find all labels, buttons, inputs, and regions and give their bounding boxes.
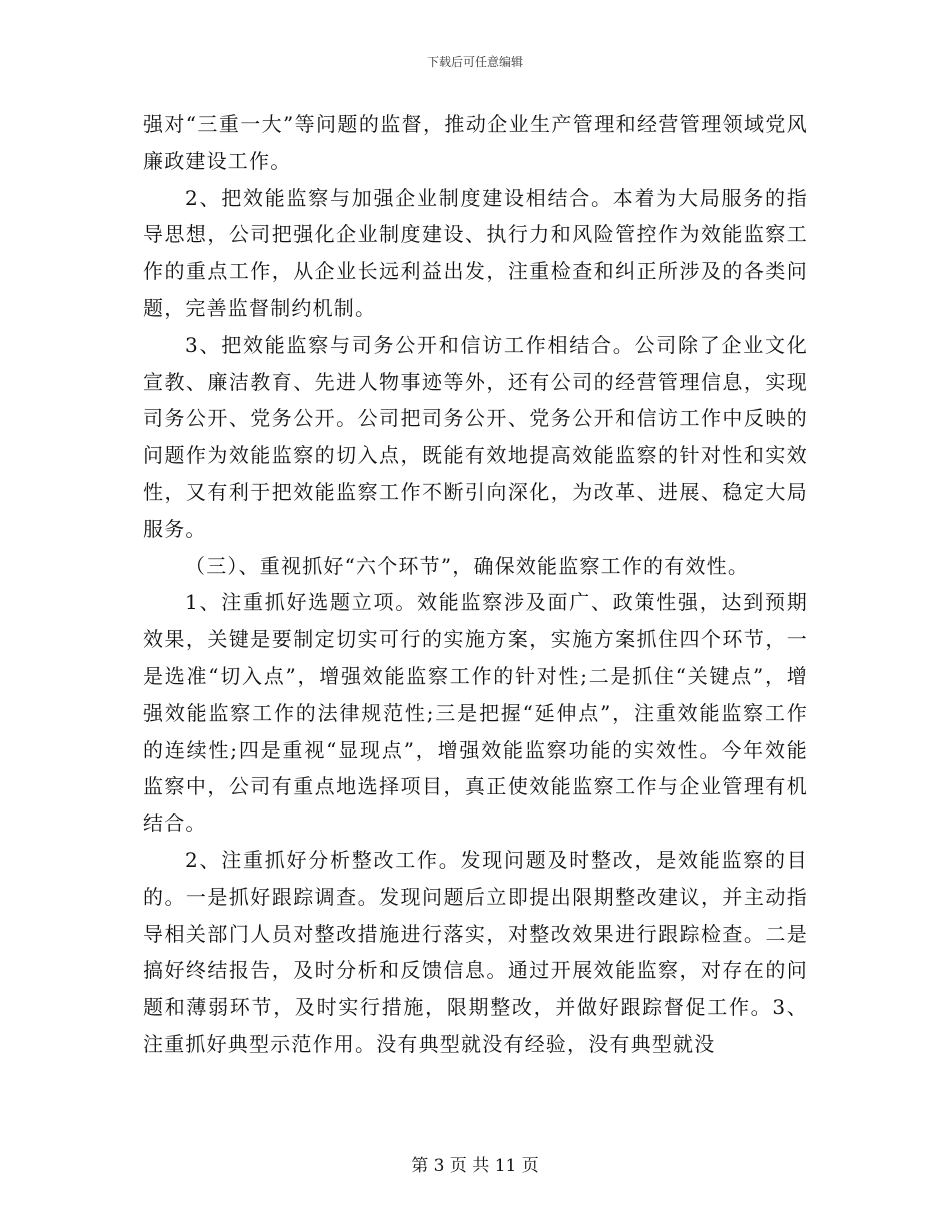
header-note: 下载后可任意编辑	[426, 55, 523, 69]
page-footer	[0, 1155, 950, 1177]
paragraph-subitem-1: 1、注重抓好选题立项。效能监察涉及面广、政策性强，达到预期效果，关键是要制定切实可行的实施方案，实施方案抓住四个环节，一是选准“切入点”，增强效能监察工作的针对性;二是抓住“关键点”，增强效能监察工作的法律规范性;三是把握“延伸点”，注重效能监察工作的连续性;四是重视“显现点”，增强效能监察功能的实效性。今年效能监察中，公司有重点地选择项目，真正使效能监察工作与企业管理有机结合。	[143, 590, 808, 836]
paragraph-item-2: 2、把效能监察与加强企业制度建设相结合。本着为大局服务的指导思想，公司把强化企业制度建设、执行力和风险管控作为效能监察工作的重点工作，从企业长远利益出发，注重检查和纠正所涉及的各类问题，完善监督制约机制。	[143, 185, 808, 320]
paragraph-item-3: 3、把效能监察与司务公开和信访工作相结合。公司除了企业文化宣教、廉洁教育、先进人物事迹等外，还有公司的经营管理信息，实现司务公开、党务公开。公司把司务公开、党务公开和信访工作中反映的问题作为效能监察的切入点，既能有效地提高效能监察的针对性和实效性，又有利于把效能监察工作不断引向深化，为改革、进展、稳定大局服务。	[143, 332, 808, 541]
paragraph-continuation: 强对“三重一大”等问题的监督，推动企业生产管理和经营管理领域党风廉政建设工作。	[143, 112, 808, 173]
paragraph-subitem-2: 2、注重抓好分析整改工作。发现问题及时整改，是效能监察的目的。一是抓好跟踪调查。发现问题后立即提出限期整改建议，并主动指导相关部门人员对整改措施进行落实，对整改效果进行跟踪检查。二是搞好终结报告，及时分析和反馈信息。通过开展效能监察，对存在的问题和薄弱环节，及时实行措施，限期整改，并做好跟踪督促工作。3、注重抓好典型示范作用。没有典型就没有经验，没有典型就没	[143, 847, 808, 1056]
page-number: 第 3 页 共 11 页	[411, 1156, 539, 1176]
page-header	[0, 54, 950, 70]
document-body	[143, 106, 808, 1063]
section-heading-3: （三）、重视抓好“六个环节”，确保效能监察工作的有效性。	[185, 553, 750, 578]
